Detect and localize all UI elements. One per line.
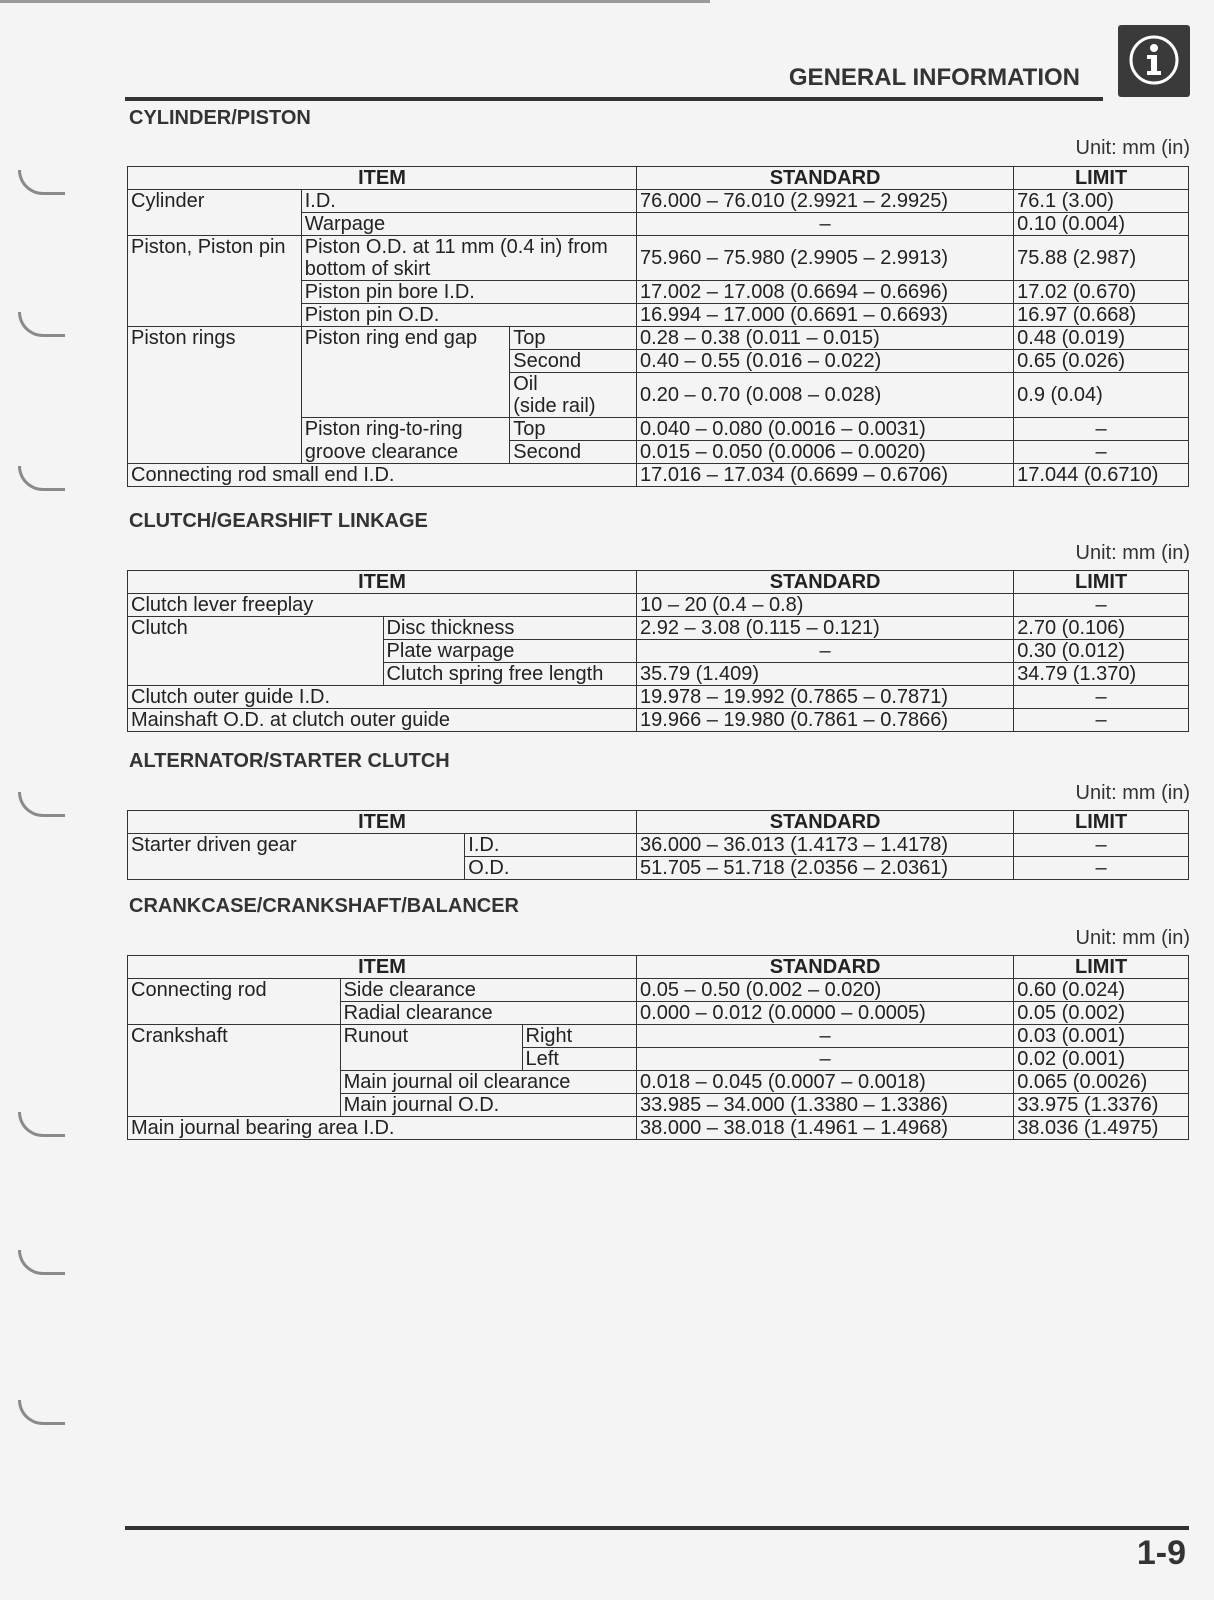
row-label: Main journal bearing area I.D. bbox=[128, 1117, 637, 1140]
limit-value: 0.10 (0.004) bbox=[1014, 213, 1189, 236]
table-row bbox=[128, 213, 1189, 236]
table-row bbox=[128, 327, 1189, 350]
row-label-empty bbox=[128, 1048, 341, 1071]
table-row bbox=[128, 304, 1189, 327]
row-sublabel: Disc thickness bbox=[383, 617, 636, 640]
row-label-empty bbox=[128, 1002, 341, 1025]
row-sublabel: Clutch spring free length bbox=[383, 663, 636, 686]
limit-value: – bbox=[1014, 834, 1189, 857]
column-header-limit: LIMIT bbox=[1014, 811, 1189, 834]
table-row bbox=[128, 418, 1189, 441]
row-label-empty bbox=[128, 304, 302, 327]
standard-value: 19.978 – 19.992 (0.7865 – 0.7871) bbox=[637, 686, 1014, 709]
binder-hole bbox=[18, 466, 65, 491]
row-sublabel: Side clearance bbox=[340, 979, 636, 1002]
page-title: GENERAL INFORMATION bbox=[788, 64, 1080, 91]
column-header-limit: LIMIT bbox=[1014, 956, 1189, 979]
limit-value: 0.02 (0.001) bbox=[1014, 1048, 1189, 1071]
section-title-alternator: ALTERNATOR/STARTER CLUTCH bbox=[129, 750, 450, 772]
table-row bbox=[128, 834, 1189, 857]
row-label-empty bbox=[128, 1071, 341, 1094]
row-detail bbox=[510, 373, 637, 418]
side-rail-label: (side rail) bbox=[513, 395, 596, 417]
row-label-empty bbox=[128, 350, 302, 373]
row-label-empty bbox=[128, 281, 302, 304]
table-row bbox=[128, 979, 1189, 1002]
limit-value: 0.60 (0.024) bbox=[1014, 979, 1189, 1002]
binder-hole bbox=[18, 792, 65, 817]
table-row bbox=[128, 1094, 1189, 1117]
column-header-limit: LIMIT bbox=[1014, 167, 1189, 190]
table-row bbox=[128, 441, 1189, 464]
standard-value: 76.000 – 76.010 (2.9921 – 2.9925) bbox=[637, 190, 1014, 213]
column-header-limit: LIMIT bbox=[1014, 571, 1189, 594]
table-row bbox=[128, 1048, 1189, 1071]
standard-value: 33.985 – 34.000 (1.3380 – 1.3386) bbox=[637, 1094, 1014, 1117]
page-number: 1-9 bbox=[1136, 1534, 1186, 1572]
limit-value: 0.065 (0.0026) bbox=[1014, 1071, 1189, 1094]
unit-label: Unit: mm (in) bbox=[1075, 137, 1190, 159]
row-sublabel: Radial clearance bbox=[340, 1002, 636, 1025]
column-header-item: ITEM bbox=[128, 167, 637, 190]
row-label-empty bbox=[128, 213, 302, 236]
cylinder-piston-table bbox=[127, 166, 1189, 487]
crankcase-table bbox=[127, 955, 1189, 1140]
standard-value: 17.002 – 17.008 (0.6694 – 0.6696) bbox=[637, 281, 1014, 304]
footer-rule bbox=[125, 1526, 1189, 1530]
standard-value: – bbox=[637, 213, 1014, 236]
limit-value: 34.79 (1.370) bbox=[1014, 663, 1189, 686]
column-header-standard: STANDARD bbox=[637, 956, 1014, 979]
standard-value: 0.018 – 0.045 (0.0007 – 0.0018) bbox=[637, 1071, 1014, 1094]
standard-value: 2.92 – 3.08 (0.115 – 0.121) bbox=[637, 617, 1014, 640]
binder-hole bbox=[18, 170, 65, 195]
table-header-row bbox=[128, 811, 1189, 834]
table-row bbox=[128, 236, 1189, 281]
row-sublabel: groove clearance bbox=[301, 441, 510, 464]
row-label: Crankshaft bbox=[128, 1025, 341, 1048]
table-row bbox=[128, 464, 1189, 487]
standard-value: – bbox=[637, 1025, 1014, 1048]
limit-value: 17.044 (0.6710) bbox=[1014, 464, 1189, 487]
table-row bbox=[128, 350, 1189, 373]
row-sublabel: I.D. bbox=[301, 190, 636, 213]
table-row bbox=[128, 281, 1189, 304]
row-label-empty bbox=[128, 418, 302, 441]
table-row bbox=[128, 1071, 1189, 1094]
row-label: Piston, Piston pin bbox=[128, 236, 302, 281]
limit-value: – bbox=[1014, 441, 1189, 464]
limit-value: 0.48 (0.019) bbox=[1014, 327, 1189, 350]
standard-value: 19.966 – 19.980 (0.7861 – 0.7866) bbox=[637, 709, 1014, 732]
table-row bbox=[128, 857, 1189, 880]
standard-value: 38.000 – 38.018 (1.4961 – 1.4968) bbox=[637, 1117, 1014, 1140]
table-row bbox=[128, 594, 1189, 617]
row-sublabel: O.D. bbox=[465, 857, 637, 880]
clutch-table bbox=[127, 570, 1189, 732]
section-title-cylinder-piston: CYLINDER/PISTON bbox=[129, 107, 311, 129]
section-title-clutch: CLUTCH/GEARSHIFT LINKAGE bbox=[129, 510, 428, 532]
binder-hole bbox=[18, 1112, 65, 1137]
table-row bbox=[128, 190, 1189, 213]
row-label: Piston rings bbox=[128, 327, 302, 350]
table-header-row bbox=[128, 571, 1189, 594]
standard-value: 10 – 20 (0.4 – 0.8) bbox=[637, 594, 1014, 617]
row-label: Mainshaft O.D. at clutch outer guide bbox=[128, 709, 637, 732]
row-label-empty bbox=[128, 1094, 341, 1117]
table-header-row bbox=[128, 167, 1189, 190]
limit-value: 33.975 (1.3376) bbox=[1014, 1094, 1189, 1117]
row-detail: Left bbox=[522, 1048, 637, 1071]
row-detail: Top bbox=[510, 327, 637, 350]
limit-value: – bbox=[1014, 709, 1189, 732]
limit-value: 0.05 (0.002) bbox=[1014, 1002, 1189, 1025]
row-label: Starter driven gear bbox=[128, 834, 465, 857]
row-label-empty bbox=[128, 857, 465, 880]
standard-value: 16.994 – 17.000 (0.6691 – 0.6693) bbox=[637, 304, 1014, 327]
row-label: Clutch outer guide I.D. bbox=[128, 686, 637, 709]
table-row bbox=[128, 663, 1189, 686]
limit-value: 17.02 (0.670) bbox=[1014, 281, 1189, 304]
unit-label: Unit: mm (in) bbox=[1075, 542, 1190, 564]
limit-value: 0.03 (0.001) bbox=[1014, 1025, 1189, 1048]
limit-value: – bbox=[1014, 857, 1189, 880]
limit-value: 75.88 (2.987) bbox=[1014, 236, 1189, 281]
row-label: Connecting rod small end I.D. bbox=[128, 464, 637, 487]
table-row bbox=[128, 1025, 1189, 1048]
row-detail: Second bbox=[510, 350, 637, 373]
row-label-empty bbox=[128, 373, 302, 418]
row-sublabel: Plate warpage bbox=[383, 640, 636, 663]
limit-value: 0.65 (0.026) bbox=[1014, 350, 1189, 373]
limit-value: 0.30 (0.012) bbox=[1014, 640, 1189, 663]
row-sublabel: Runout bbox=[340, 1025, 522, 1048]
column-header-standard: STANDARD bbox=[637, 167, 1014, 190]
row-sublabel-empty bbox=[301, 350, 510, 373]
row-sublabel: Piston ring end gap bbox=[301, 327, 510, 350]
standard-value: 0.28 – 0.38 (0.011 – 0.015) bbox=[637, 327, 1014, 350]
row-sublabel: Main journal oil clearance bbox=[340, 1071, 636, 1094]
table-row bbox=[128, 617, 1189, 640]
row-sublabel-empty bbox=[340, 1048, 522, 1071]
unit-label: Unit: mm (in) bbox=[1075, 927, 1190, 949]
info-icon bbox=[1118, 25, 1190, 97]
standard-value: 17.016 – 17.034 (0.6699 – 0.6706) bbox=[637, 464, 1014, 487]
row-sublabel: Piston pin bore I.D. bbox=[301, 281, 636, 304]
row-label-empty bbox=[128, 441, 302, 464]
row-sublabel: Piston O.D. at 11 mm (0.4 in) from bottom of skirt bbox=[301, 236, 636, 281]
table-row bbox=[128, 686, 1189, 709]
column-header-item: ITEM bbox=[128, 811, 637, 834]
standard-value: 0.000 – 0.012 (0.0000 – 0.0005) bbox=[637, 1002, 1014, 1025]
standard-value: – bbox=[637, 640, 1014, 663]
standard-value: 0.40 – 0.55 (0.016 – 0.022) bbox=[637, 350, 1014, 373]
header-rule bbox=[125, 97, 1103, 101]
row-sublabel: I.D. bbox=[465, 834, 637, 857]
binder-hole bbox=[18, 312, 65, 337]
standard-value: 0.05 – 0.50 (0.002 – 0.020) bbox=[637, 979, 1014, 1002]
table-row bbox=[128, 709, 1189, 732]
limit-value: – bbox=[1014, 418, 1189, 441]
standard-value: 0.040 – 0.080 (0.0016 – 0.0031) bbox=[637, 418, 1014, 441]
limit-value: – bbox=[1014, 686, 1189, 709]
row-detail: Second bbox=[510, 441, 637, 464]
scan-edge-line bbox=[0, 0, 710, 3]
row-detail: Top bbox=[510, 418, 637, 441]
row-label: Clutch lever freeplay bbox=[128, 594, 637, 617]
column-header-standard: STANDARD bbox=[637, 571, 1014, 594]
table-row bbox=[128, 373, 1189, 418]
row-sublabel: Piston pin O.D. bbox=[301, 304, 636, 327]
limit-value: 38.036 (1.4975) bbox=[1014, 1117, 1189, 1140]
standard-value: 0.015 – 0.050 (0.0006 – 0.0020) bbox=[637, 441, 1014, 464]
limit-value: 2.70 (0.106) bbox=[1014, 617, 1189, 640]
standard-value: 35.79 (1.409) bbox=[637, 663, 1014, 686]
standard-value: 75.960 – 75.980 (2.9905 – 2.9913) bbox=[637, 236, 1014, 281]
binder-hole bbox=[18, 1250, 65, 1275]
row-label-empty bbox=[128, 663, 384, 686]
table-row bbox=[128, 640, 1189, 663]
oil-label: Oil bbox=[513, 373, 538, 395]
column-header-item: ITEM bbox=[128, 571, 637, 594]
row-sublabel: Main journal O.D. bbox=[340, 1094, 636, 1117]
row-label: Connecting rod bbox=[128, 979, 341, 1002]
table-row bbox=[128, 1117, 1189, 1140]
alternator-table bbox=[127, 810, 1189, 880]
limit-value: 16.97 (0.668) bbox=[1014, 304, 1189, 327]
row-sublabel: Warpage bbox=[301, 213, 636, 236]
row-sublabel-empty bbox=[301, 373, 510, 418]
standard-value: – bbox=[637, 1048, 1014, 1071]
row-label: Cylinder bbox=[128, 190, 302, 213]
column-header-standard: STANDARD bbox=[637, 811, 1014, 834]
row-detail: Right bbox=[522, 1025, 637, 1048]
row-label: Clutch bbox=[128, 617, 384, 640]
limit-value: – bbox=[1014, 594, 1189, 617]
section-title-crankcase: CRANKCASE/CRANKSHAFT/BALANCER bbox=[129, 895, 519, 917]
standard-value: 0.20 – 0.70 (0.008 – 0.028) bbox=[637, 373, 1014, 418]
standard-value: 51.705 – 51.718 (2.0356 – 2.0361) bbox=[637, 857, 1014, 880]
unit-label: Unit: mm (in) bbox=[1075, 782, 1190, 804]
table-row bbox=[128, 1002, 1189, 1025]
standard-value: 36.000 – 36.013 (1.4173 – 1.4178) bbox=[637, 834, 1014, 857]
row-sublabel: Piston ring-to-ring bbox=[301, 418, 510, 441]
limit-value: 76.1 (3.00) bbox=[1014, 190, 1189, 213]
table-header-row bbox=[128, 956, 1189, 979]
row-label-empty bbox=[128, 640, 384, 663]
column-header-item: ITEM bbox=[128, 956, 637, 979]
limit-value: 0.9 (0.04) bbox=[1014, 373, 1189, 418]
binder-hole bbox=[18, 1400, 65, 1425]
